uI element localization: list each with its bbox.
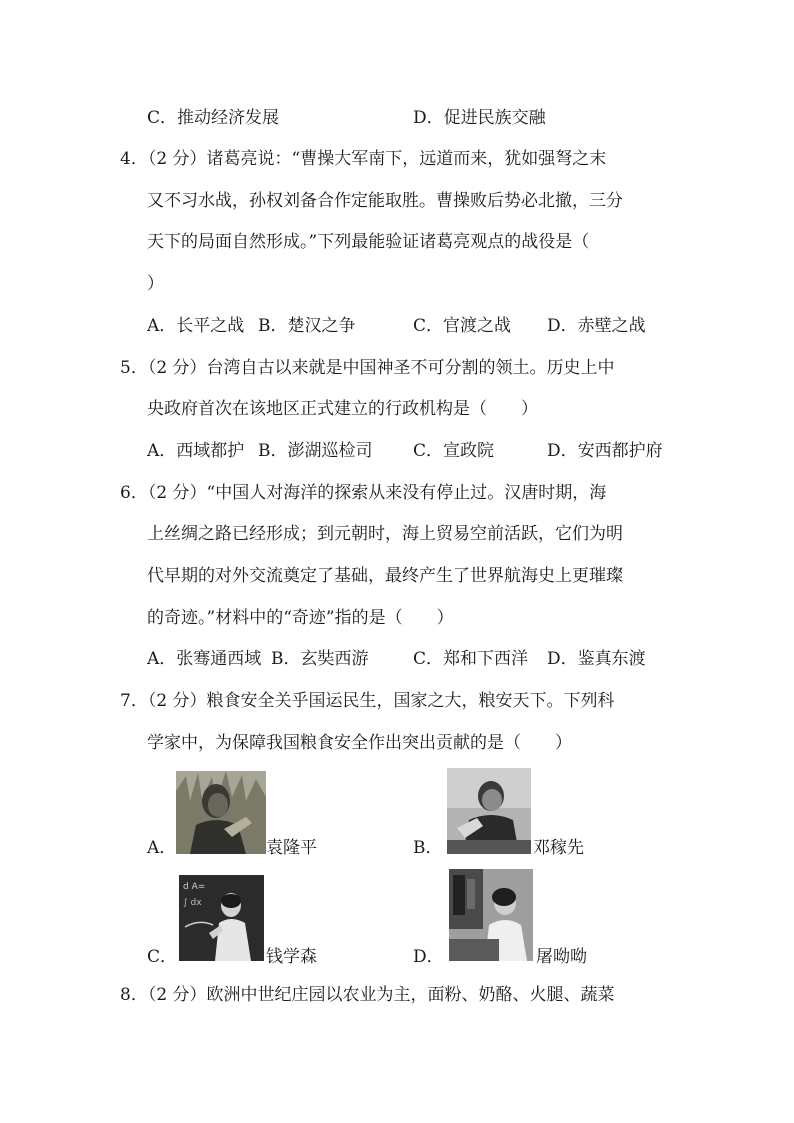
q5-option-c: C．宣政院 bbox=[413, 441, 495, 461]
q4-stem-line3: 天下的局面自然形成。”下列最能验证诸葛亮观点的战役是（ bbox=[147, 232, 590, 252]
q7-option-a-name: 袁隆平 bbox=[266, 838, 317, 858]
photo-yuan-longping bbox=[176, 771, 266, 854]
q4-option-a: A．长平之战 bbox=[147, 316, 245, 336]
q7-option-a-letter: A． bbox=[147, 838, 177, 858]
q6-option-c: C．郑和下西洋 bbox=[413, 649, 529, 669]
photo-tu-youyou bbox=[449, 869, 533, 961]
q7-option-b-name: 邓稼先 bbox=[533, 838, 584, 858]
q6-stem-line1: 6．（2 分）“中国人对海洋的探索从来没有停止过。汉唐时期，海 bbox=[120, 483, 607, 503]
svg-text:d A=: d A= bbox=[183, 882, 206, 892]
q7-option-c-letter: C． bbox=[147, 947, 178, 967]
q7-stem-line1: 7．（2 分）粮食安全关乎国运民生，国家之大，粮安天下。下列科 bbox=[120, 691, 615, 711]
photo-qian-xuesen bbox=[179, 875, 264, 961]
q6-stem-line3: 代早期的对外交流奠定了基础，最终产生了世界航海史上更璀璨 bbox=[147, 566, 623, 586]
q8-stem-line1: 8．（2 分）欧洲中世纪庄园以农业为主，面粉、奶酪、火腿、蔬菜 bbox=[120, 985, 615, 1005]
q5-stem-line1: 5．（2 分）台湾自古以来就是中国神圣不可分割的领土。历史上中 bbox=[120, 358, 615, 378]
q7-option-d-name: 屠呦呦 bbox=[536, 947, 587, 967]
q7-stem-line2: 学家中，为保障我国粮食安全作出突出贡献的是（ ） bbox=[147, 733, 572, 753]
q7-option-d-letter: D． bbox=[413, 947, 444, 967]
q4-stem-line2: 又不习水战，孙权刘备合作定能取胜。曹操败后势必北撤，三分 bbox=[147, 191, 623, 211]
q5-stem-line2: 央政府首次在该地区正式建立的行政机构是（ ） bbox=[147, 399, 538, 419]
q6-stem-line4: 的奇迹。”材料中的“奇迹”指的是（ ） bbox=[147, 608, 454, 628]
q5-option-b: B．澎湖巡检司 bbox=[258, 441, 373, 461]
q4-stem-line1: 4．（2 分）诸葛亮说：“曹操大军南下，远道而来，犹如强弩之末 bbox=[120, 149, 607, 169]
svg-text:∫ dx: ∫ dx bbox=[183, 898, 202, 908]
q4-option-c: C．官渡之战 bbox=[413, 316, 512, 336]
q6-option-d: D．鉴真东渡 bbox=[547, 649, 646, 669]
q4-stem-line4: ） bbox=[147, 274, 164, 294]
q6-stem-line2: 上丝绸之路已经形成；到元朝时，海上贸易空前活跃，它们为明 bbox=[147, 524, 623, 544]
q3-option-c: C．推动经济发展 bbox=[147, 108, 280, 128]
q4-option-d: D．赤壁之战 bbox=[547, 316, 646, 336]
q5-option-d: D．安西都护府 bbox=[547, 441, 663, 461]
q3-option-d: D．促进民族交融 bbox=[413, 108, 546, 128]
q4-option-b: B．楚汉之争 bbox=[258, 316, 356, 336]
photo-deng-jiaxian bbox=[447, 768, 531, 854]
q6-option-a: A．张骞通西域 bbox=[147, 649, 262, 669]
q7-option-c-name: 钱学森 bbox=[266, 947, 317, 967]
q5-option-a: A．西域都护 bbox=[147, 441, 245, 461]
q6-option-b: B．玄奘西游 bbox=[271, 649, 369, 669]
q7-option-b-letter: B． bbox=[413, 838, 443, 858]
